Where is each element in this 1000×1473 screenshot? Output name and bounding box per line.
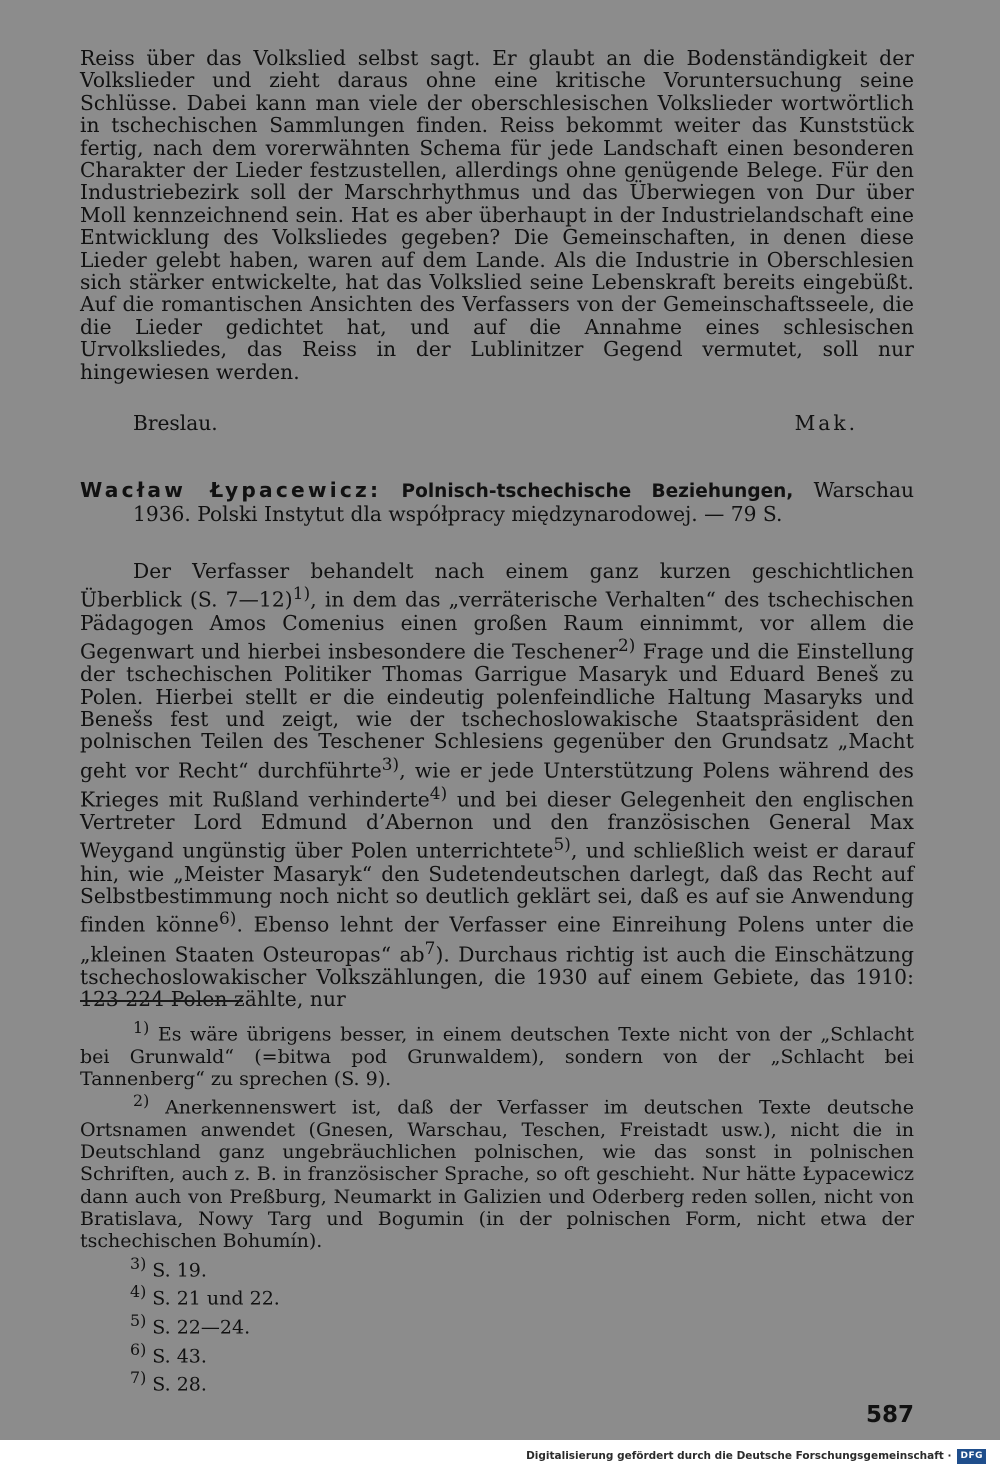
review-text-3: Frage und die Einstellung der tschechischen Politiker Thomas Garrigue Masaryk und Eduard Beneš zu Polen. Hierbei stellt er die eindeutig polenfeindliche Haltung Masaryks und Benešs fest und zeigt, wie der tschechoslowakische Staatspräsident den polnischen Teilen des Teschener Schlesiens gegenüber den Grundsatz „Macht geht vor Recht“ durchführte xyxy=(80,639,914,783)
footnote-text: S. 43. xyxy=(152,1344,207,1367)
footnote-mark: 5) xyxy=(130,1310,147,1330)
footnote-4 xyxy=(80,1281,914,1310)
review-text-1: Der Verfasser behandelt nach einem ganz kurzen geschichtlichen Überblick (S. 7—12) xyxy=(80,559,914,613)
footnote-text: Anerkennenswert ist, daß der Verfasser im deutschen Texte deutsche Ortsnamen anwendet (Gnesen, Warschau, Teschen, Freistadt usw.), nicht die in Deutschland ganz ungebräuchlichen polnischen, wie das sonst in polnischen Schriften, auch z. B. in französischer Sprache, so oft geschieht. Nur hätte Łypacewicz dann auch von Preßburg, Neumarkt in Galizien und Oderberg reden sollen, nicht von Bratislava, Nowy Targ und Bogumin (in der polnischen Form, nicht etwa der tschechischen Bohumín). xyxy=(80,1096,914,1253)
footnote-5 xyxy=(80,1310,914,1339)
review-heading xyxy=(80,479,914,526)
footnote-7 xyxy=(80,1367,914,1396)
footnote-text: S. 22—24. xyxy=(152,1316,251,1339)
footnote-ref-1[interactable]: 1) xyxy=(292,583,311,604)
footnote-ref-7[interactable]: 7 xyxy=(424,937,436,958)
footnote-6 xyxy=(80,1339,914,1368)
signature-place: Breslau. xyxy=(133,411,218,435)
review-paragraph xyxy=(80,560,914,1010)
footnote-1 xyxy=(80,1017,914,1090)
footnote-text: Es wäre übrigens besser, in einem deutschen Texte nicht von der „Schlacht bei Grunwald“ (=bitwa pod Grunwaldem), sondern von der „Schlacht bei Tannenberg“ zu sprechen (S. 9). xyxy=(80,1023,914,1090)
footnote-mark: 1) xyxy=(133,1018,150,1037)
footnote-2 xyxy=(80,1090,914,1252)
review-body xyxy=(80,560,914,1010)
footnote-rule xyxy=(80,1000,243,1002)
footnote-ref-2[interactable]: 2) xyxy=(617,634,636,655)
reviewed-title: Polnisch-tschechische Beziehungen, xyxy=(401,481,794,502)
review-text-6: , und schließlich weist er darauf hin, wie „Meister Masaryk“ den Sudetendeutschen darlegt, daß das Recht auf Selbstbestimmung noch nicht so deutlich geklärt sei, daß es auf sie Anwendung finden könne xyxy=(80,839,914,938)
footnote-mark: 3) xyxy=(130,1253,147,1273)
footnote-mark: 4) xyxy=(130,1282,147,1302)
footnotes xyxy=(80,1017,914,1396)
page-number: 587 xyxy=(866,1402,915,1428)
footnote-text: S. 21 und 22. xyxy=(152,1287,280,1310)
footnote-text: S. 28. xyxy=(152,1373,207,1396)
reviewed-author: Wacław Łypacewicz: xyxy=(80,478,382,502)
review-signature xyxy=(133,412,858,434)
footnote-mark: 2) xyxy=(133,1091,150,1111)
continued-paragraph xyxy=(80,47,914,383)
footnote-ref-4[interactable]: 4) xyxy=(429,782,448,803)
review-text-8: ). Durchaus richtig ist auch die Einschätzung tschechoslowakischer Volkszählungen, die 1930 auf einem Gebiete, das 1910: 123 224 Polen zählte, nur xyxy=(80,942,914,1012)
review-text-2: , in dem das „verräterische Verhalten“ des tschechischen Pädagogen Amos Comenius einen großen Raum einnimmt, vor allem die Gegenwart und hierbei insbesondere die Teschener xyxy=(80,588,914,664)
footnote-ref-5[interactable]: 5) xyxy=(553,834,571,855)
signature-author: Mak. xyxy=(794,411,858,435)
footnote-ref-3[interactable]: 3) xyxy=(381,753,400,774)
footnote-mark: 7) xyxy=(130,1368,147,1388)
reviewed-details: Warschau 1936. Polski Instytut dla współpracy międzynarodowej. — 79 S. xyxy=(133,478,915,527)
paragraph-text: Reiss über das Volkslied selbst sagt. Er glaubt an die Bodenständigkeit der Volkslieder und zieht daraus ohne eine kritische Voruntersuchung seine Schlüsse. Dabei kann man viele der oberschlesischen Volkslieder wortwörtlich in tschechischen Sammlungen finden. Reiss bekommt weiter das Kunststück fertig, nach dem vorerwähnten Schema für jede Landschaft einen besonderen Charakter der Lieder festzustellen, allerdings ohne genügende Belege. Für den Industriebezirk soll der Marschrhythmus und das Überwiegen von Dur über Moll kennzeichnend sein. Hat es aber überhaupt in der Industrielandschaft eine Entwicklung des Volksliedes gegeben? Die Gemeinschaften, in denen diese Lieder gelebt haben, waren auf dem Lande. Als die Industrie in Oberschlesien sich stärker entwickelte, hat das Volkslied seine Lebenskraft bereits eingebüßt. Auf die romantischen Ansichten des Verfassers von der Gemeinschaftsseele, die die Lieder gedichtet hat, und auf die Annahme eines schlesischen Urvolksliedes, das Reiss in der Lublinitzer Gegend vermutet, soll nur hingewiesen werden. xyxy=(80,46,914,384)
footer-credit: Digitalisierung gefördert durch die Deutsche Forschungsgemeinschaft · xyxy=(526,1450,952,1462)
dfg-logo-icon[interactable]: DFG xyxy=(957,1449,986,1464)
footnote-mark: 6) xyxy=(130,1339,147,1359)
footnote-text: S. 19. xyxy=(152,1258,207,1281)
review-text-7: . Ebenso lehnt der Verfasser eine Einreihung Polens unter die „kleinen Staaten Osteuropas“ ab xyxy=(80,913,914,967)
review-text-5: und bei dieser Gelegenheit den englischen Vertreter Lord Edmund d’Abernon und den französischen General Max Weygand ungünstig über Polen unterrichtete xyxy=(80,787,914,864)
footnote-ref-6[interactable]: 6) xyxy=(218,908,237,929)
footnote-3 xyxy=(80,1253,914,1282)
review-text-4: , wie er jede Unterstützung Polens während des Krieges mit Rußland verhinderte xyxy=(80,758,914,812)
digitization-footer xyxy=(526,1446,986,1466)
